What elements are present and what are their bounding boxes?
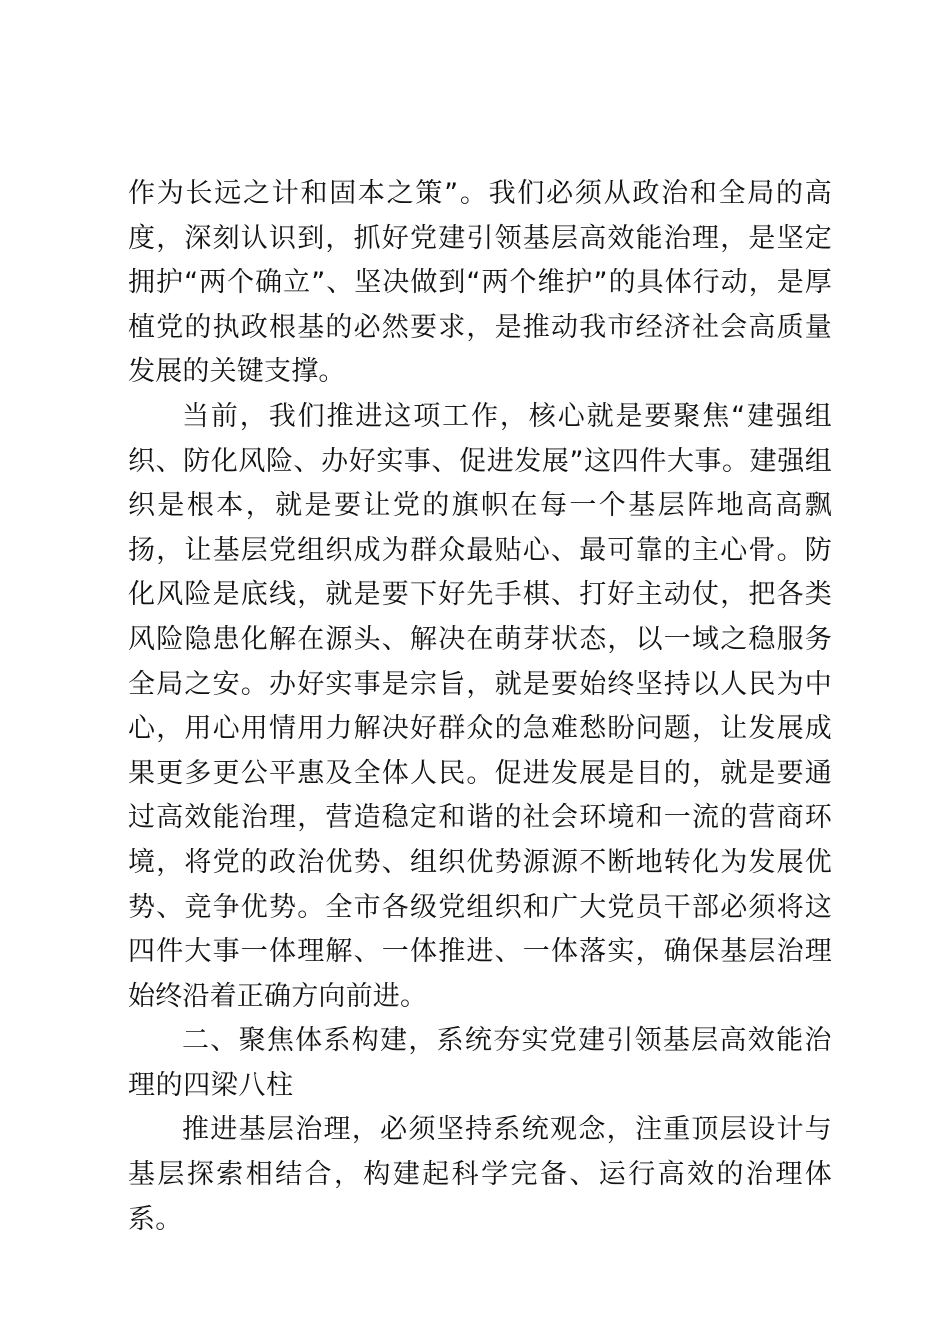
paragraph-continuation: 作为长远之计和固本之策”。我们必须从政治和全局的高度，深刻认识到，抓好党建引领基层高效能治理，是坚定拥护“两个确立”、坚决做到“两个维护”的具体行动，是厚植党的执政根基的必然要求，是推动我市经济社会高质量发展的关键支撑。: [128, 178, 832, 388]
paragraph-core-focus: 当前，我们推进这项工作，核心就是要聚焦“建强组织、防化风险、办好实事、促进发展”这四件大事。建强组织是根本，就是要让党的旗帜在每一个基层阵地高高飘扬，让基层党组织成为群众最贴心、最可靠的主心骨。防化风险是底线，就是要下好先手棋、打好主动仗，把各类风险隐患化解在源头、解决在萌芽状态，以一域之稳服务全局之安。办好实事是宗旨，就是要始终坚持以人民为中心，用心用情用力解决好群众的急难愁盼问题，让发展成果更多更公平惠及全体人民。促进发展是目的，就是要通过高效能治理，营造稳定和谐的社会环境和一流的营商环境，将党的政治优势、组织优势源源不断地转化为发展优势、竞争优势。全市各级党组织和广大党员干部必须将这四件大事一体理解、一体推进、一体落实，确保基层治理始终沿着正确方向前进。: [128, 400, 832, 1012]
section-heading: 二、聚焦体系构建，系统夯实党建引领基层高效能治理的四梁八柱: [128, 1025, 832, 1101]
paragraph-system-view: 推进基层治理，必须坚持系统观念，注重顶层设计与基层探索相结合，构建起科学完备、运行高效的治理体系。: [128, 1114, 832, 1235]
document-body: [128, 172, 832, 1242]
